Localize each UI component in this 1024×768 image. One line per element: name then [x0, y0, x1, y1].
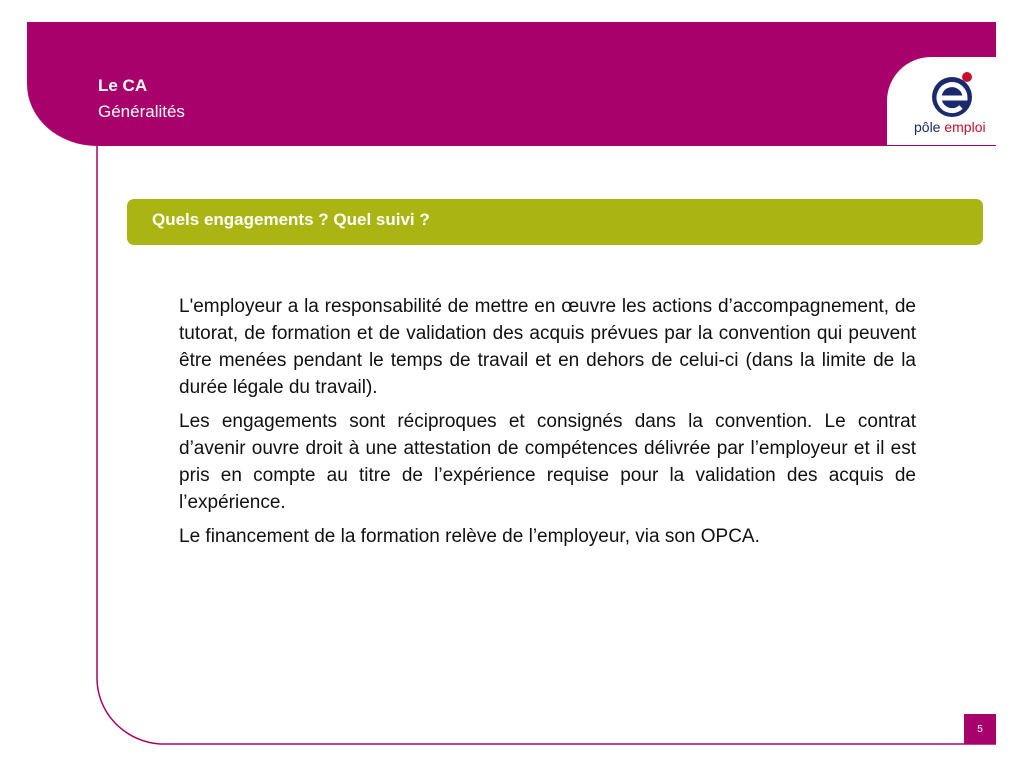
pole-emploi-e-logo-icon	[887, 57, 996, 127]
paragraph-1: L'employeur a la responsabilité de mettre en œuvre les actions d’accompagnement, de tutorat, de formation et de validation des acquis prévues par la convention qui peuvent être menées pendant le temps de travail et en dehors de celui-ci (dans la limite de la durée légale du travail).	[179, 296, 916, 398]
header-band	[27, 22, 996, 146]
logo-word-emploi: emploi	[944, 119, 986, 135]
logo-wordmark	[914, 119, 998, 135]
header-title: Le CA	[98, 76, 148, 95]
page-number: 5	[977, 723, 983, 735]
page-number-badge	[964, 714, 996, 744]
brand-logo	[887, 57, 996, 145]
paragraph-3: Le financement de la formation relève de l’employeur, via son OPCA.	[179, 526, 760, 547]
body-text	[179, 293, 916, 557]
paragraph-2: Les engagements sont réciproques et consignés dans la convention. Le contrat d’avenir ouvre droit à une attestation de compétences délivrée par l’employeur et il est pris en compte au titre de l’expérience requise pour la validation des acquis de l’expérience.	[179, 411, 916, 513]
logo-word-pole: pôle	[914, 119, 941, 135]
section-title: Quels engagements ? Quel suivi ?	[152, 210, 430, 229]
section-header-bar	[127, 199, 983, 245]
header-subtitle: Généralités	[98, 102, 185, 121]
